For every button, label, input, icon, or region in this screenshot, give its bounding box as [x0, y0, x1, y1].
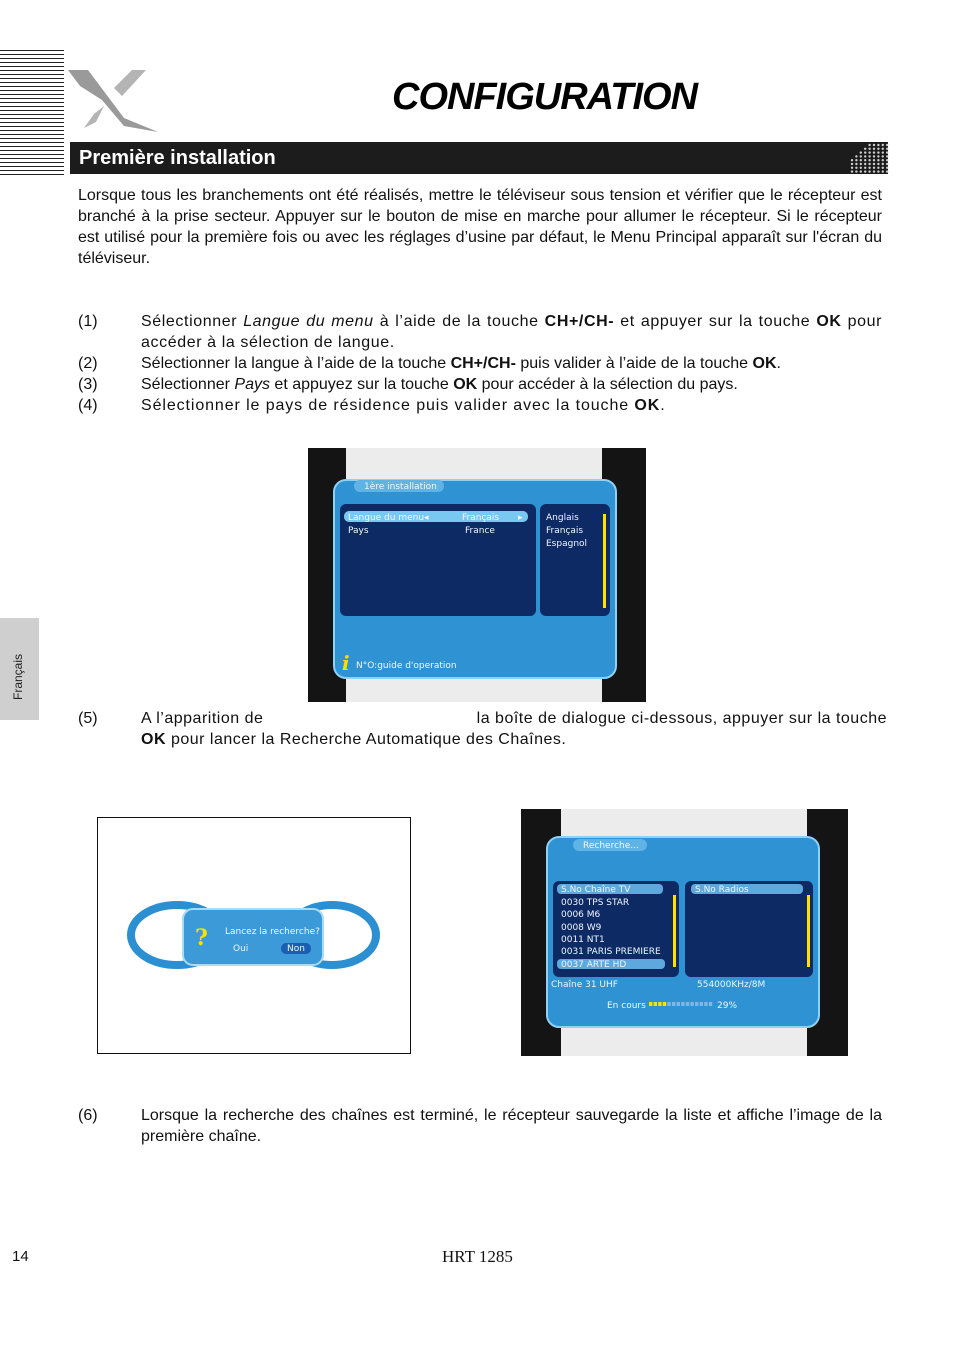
right-arrow-icon: ▸: [518, 513, 523, 523]
pattern-dot: [868, 151, 870, 153]
radio-list-header: S.No Radios: [695, 885, 749, 895]
pattern-dot: [886, 151, 888, 153]
progress-segment: [667, 1002, 670, 1006]
pattern-dot: [873, 144, 875, 146]
pattern-dot: [877, 148, 879, 150]
progress-segment: [690, 1002, 693, 1006]
pattern-dot: [868, 144, 870, 146]
pattern-dot: [860, 163, 862, 165]
pattern-dot: [851, 170, 853, 172]
pattern-dot: [864, 170, 866, 172]
screen1-footer: N°O:guide d'operation: [356, 661, 457, 671]
frequency-info: 554000KHz/8M: [697, 980, 766, 990]
dialog-no: Non: [287, 944, 305, 954]
channel-row-selected: 0037 ARTE HD: [561, 960, 627, 970]
pattern-dot: [873, 159, 875, 161]
progress-segment: [663, 1002, 666, 1006]
progress-segment: [681, 1002, 684, 1006]
pattern-dot: [868, 148, 870, 150]
pattern-dot: [886, 170, 888, 172]
step-text: Lorsque la recherche des chaînes est terminé, le récepteur sauvegarde la liste et affiche l’image de la première chaîne.: [141, 1107, 882, 1145]
step-text: A l’apparition de la boîte de dialogue ci-dessous, appuyer sur la touche: [141, 710, 887, 727]
step-number: (5): [78, 710, 98, 727]
margin-stripes: [0, 50, 64, 178]
pattern-dot: [877, 159, 879, 161]
pattern-dot: [882, 159, 884, 161]
pattern-dot: [868, 167, 870, 169]
page-number: 14: [12, 1248, 29, 1265]
progress-segment: [654, 1002, 657, 1006]
pattern-dot: [882, 167, 884, 169]
pattern-dot: [855, 167, 857, 169]
option-item: Anglais: [546, 513, 579, 523]
screen1-title: 1ère installation: [364, 482, 437, 492]
step-text: Sélectionner Langue du menu à l’aide de la touche CH+/CH- et appuyer sur la touche OK pour accéder à la sélection de langue.: [141, 313, 882, 351]
pattern-dot: [882, 155, 884, 157]
question-icon: ?: [195, 925, 208, 951]
tv-list-header: S.No Chaîne TV: [561, 885, 631, 895]
channel-row: 0006 M6: [561, 910, 601, 920]
channel-row: 0031 PARIS PREMIERE: [561, 947, 661, 957]
menu-language-label: Langue du menu: [348, 513, 425, 523]
pattern-dot: [855, 159, 857, 161]
pattern-dot: [877, 155, 879, 157]
pattern-dot: [873, 155, 875, 157]
left-arrow-icon: ◂: [424, 513, 429, 523]
menu-country-label: Pays: [348, 526, 369, 536]
search-dialog-screenshot: [97, 817, 411, 1054]
page-title: CONFIGURATION: [392, 76, 698, 118]
progress-text: 29%: [717, 1001, 738, 1011]
first-installation-screenshot: [308, 448, 646, 702]
progress-segment: [649, 1002, 652, 1006]
channel-info: Chaîne 31 UHF: [551, 980, 618, 990]
brand-logo: [66, 66, 166, 138]
pattern-dot: [873, 151, 875, 153]
pattern-dot: [868, 159, 870, 161]
step-number: (6): [78, 1107, 98, 1124]
language-tab-label: Français: [11, 653, 25, 700]
pattern-dot: [877, 144, 879, 146]
menu-country-value: France: [465, 526, 495, 536]
pattern-dot: [882, 144, 884, 146]
pattern-dot: [877, 163, 879, 165]
info-icon: i: [342, 651, 350, 675]
step-number: (4): [78, 397, 98, 414]
channel-search-screenshot: [521, 809, 848, 1056]
pattern-dot: [873, 170, 875, 172]
pattern-dot: [860, 167, 862, 169]
intro-paragraph: Lorsque tous les branchements ont été réalisés, mettre le téléviseur sous tension et vérifier que le récepteur est branché à la prise secteur. Appuyer sur le bouton de mise en marche pour allumer le récepteur. Si le récepteur est utilisé pour la première fois ou avec les réglages d’usine par défaut, le Menu Principal apparaît sur l'écran du téléviseur.: [78, 187, 882, 267]
pattern-dot: [855, 163, 857, 165]
progress-segment: [658, 1002, 661, 1006]
progress-segment: [704, 1002, 707, 1006]
pattern-dot: [873, 148, 875, 150]
pattern-dot: [882, 148, 884, 150]
pattern-dot: [873, 163, 875, 165]
pattern-dot: [868, 155, 870, 157]
model-name: HRT 1285: [442, 1247, 513, 1266]
pattern-dot: [855, 170, 857, 172]
step5-dialog-text: la boîte de dialogue ci-dessous, appuyer sur la touche: [476, 710, 887, 727]
pattern-dot: [851, 163, 853, 165]
pattern-dot: [882, 151, 884, 153]
scrollbar: [807, 895, 810, 967]
pattern-dot: [877, 167, 879, 169]
pattern-dot: [864, 155, 866, 157]
pattern-dot: [886, 144, 888, 146]
step-text: Sélectionner le pays de résidence puis valider avec la touche OK.: [141, 397, 666, 414]
progress-segment: [695, 1002, 698, 1006]
pattern-dot: [860, 155, 862, 157]
pattern-dot: [860, 170, 862, 172]
step-number: (3): [78, 376, 98, 393]
dialog-yes: Oui: [233, 944, 249, 954]
step-text: Sélectionner la langue à l’aide de la touche CH+/CH- puis valider à l’aide de la touche OK.: [141, 355, 781, 372]
scrollbar: [603, 514, 606, 608]
step-number: (1): [78, 313, 98, 330]
pattern-dot: [868, 170, 870, 172]
channel-row: 0030 TPS STAR: [561, 898, 630, 908]
pattern-dot: [864, 163, 866, 165]
pattern-dot: [882, 163, 884, 165]
channel-row: 0008 W9: [561, 923, 602, 933]
pattern-dot: [877, 170, 879, 172]
pattern-dot: [860, 151, 862, 153]
option-item: Français: [546, 526, 584, 536]
progress-segment: [709, 1002, 712, 1006]
pattern-dot: [886, 148, 888, 150]
pattern-dot: [851, 167, 853, 169]
pattern-dot: [851, 159, 853, 161]
pattern-dot: [882, 170, 884, 172]
pattern-dot: [864, 151, 866, 153]
pattern-dot: [868, 163, 870, 165]
pattern-dot: [886, 167, 888, 169]
section-title: Première installation: [79, 147, 276, 169]
dot-pattern: [848, 142, 890, 174]
dialog-question: Lancez la recherche?: [225, 927, 320, 937]
progress-segment: [700, 1002, 703, 1006]
scrollbar: [673, 895, 676, 967]
menu-language-value: Français: [462, 513, 500, 523]
pattern-dot: [855, 155, 857, 157]
pattern-dot: [886, 159, 888, 161]
step-number: (2): [78, 355, 98, 372]
pattern-dot: [886, 163, 888, 165]
pattern-dot: [873, 167, 875, 169]
progress-segment: [677, 1002, 680, 1006]
option-item: Espagnol: [546, 539, 588, 549]
pattern-dot: [864, 159, 866, 161]
progress-segment: [672, 1002, 675, 1006]
pattern-dot: [877, 151, 879, 153]
step-text: Sélectionner Pays et appuyez sur la touche OK pour accéder à la sélection du pays.: [141, 376, 738, 393]
step-text-continued: OK pour lancer la Recherche Automatique des Chaînes.: [141, 731, 567, 748]
progress-segment: [686, 1002, 689, 1006]
pattern-dot: [860, 159, 862, 161]
screen3-title: Recherche...: [583, 841, 639, 851]
pattern-dot: [886, 155, 888, 157]
progress-label: En cours: [607, 1001, 646, 1011]
pattern-dot: [864, 148, 866, 150]
pattern-dot: [864, 167, 866, 169]
channel-row: 0011 NT1: [561, 935, 605, 945]
